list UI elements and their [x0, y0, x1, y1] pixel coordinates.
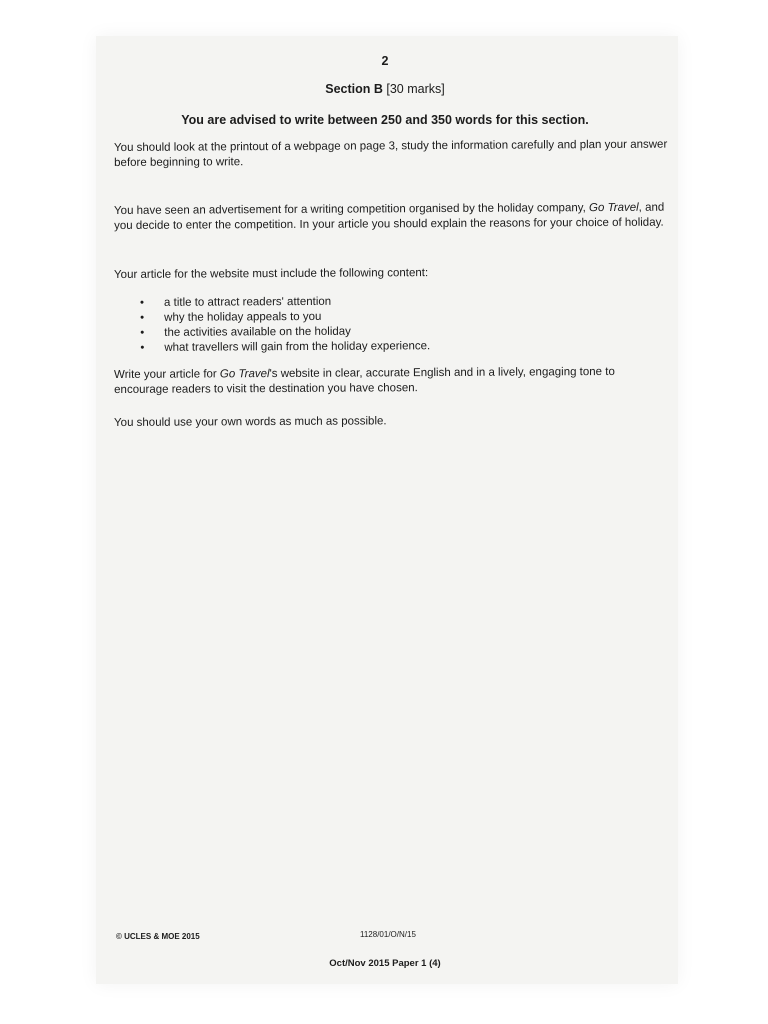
exam-paper-sheet	[96, 36, 678, 984]
word-count-advice: You are advised to write between 250 and 350 words for this section.	[181, 113, 589, 127]
section-title	[0, 82, 768, 96]
content-bullet-list	[140, 293, 640, 356]
section-title-marks: [30 marks]	[382, 82, 445, 96]
company-name: Go Travel	[588, 201, 639, 215]
bullet-text: why the holiday appeals to you	[164, 310, 322, 324]
bullet-text: what travellers will gain from the holiday experience.	[164, 340, 431, 354]
page-number: 2	[381, 54, 389, 68]
footer-session: Oct/Nov 2015 Paper 1 (4)	[329, 958, 441, 969]
bullet-item	[140, 338, 640, 356]
style-text-start: Write your article for	[114, 368, 220, 381]
section-title-bold: Section B	[325, 82, 383, 96]
instruction-paragraph-style	[114, 365, 672, 397]
instruction-paragraph-webpage: You should look at the printout of a webpage on page 3, study the information carefully and plan your answer before beginning to write.	[114, 138, 668, 169]
competition-text-start: You have seen an advertisement for a writing competition organised by the holiday company,	[114, 202, 590, 217]
bullet-dot: •	[140, 311, 145, 324]
instruction-paragraph-content: Your article for the website must include the following content:	[114, 267, 429, 281]
bullet-text: the activities available on the holiday	[164, 325, 351, 339]
footer-copyright: © UCLES & MOE 2015	[116, 932, 200, 941]
bullet-dot: •	[140, 326, 145, 339]
footer-paper-code: 1128/01/O/N/15	[360, 930, 416, 939]
bullet-dot: •	[140, 296, 145, 309]
style-text-end: 's website in clear, accurate English and in a lively, engaging tone to encourage readers to visit the destination you have chosen.	[114, 365, 615, 396]
instruction-paragraph-competition	[114, 201, 672, 233]
company-name: Go Travel	[219, 368, 270, 381]
competition-text-end: , and you decide to enter the competition. In your article you should explain the reasons for your choice of holiday.	[114, 201, 665, 232]
instruction-paragraph-own-words: You should use your own words as much as possible.	[114, 415, 387, 429]
bullet-text: a title to attract readers' attention	[164, 295, 332, 309]
bullet-dot: •	[140, 341, 145, 354]
